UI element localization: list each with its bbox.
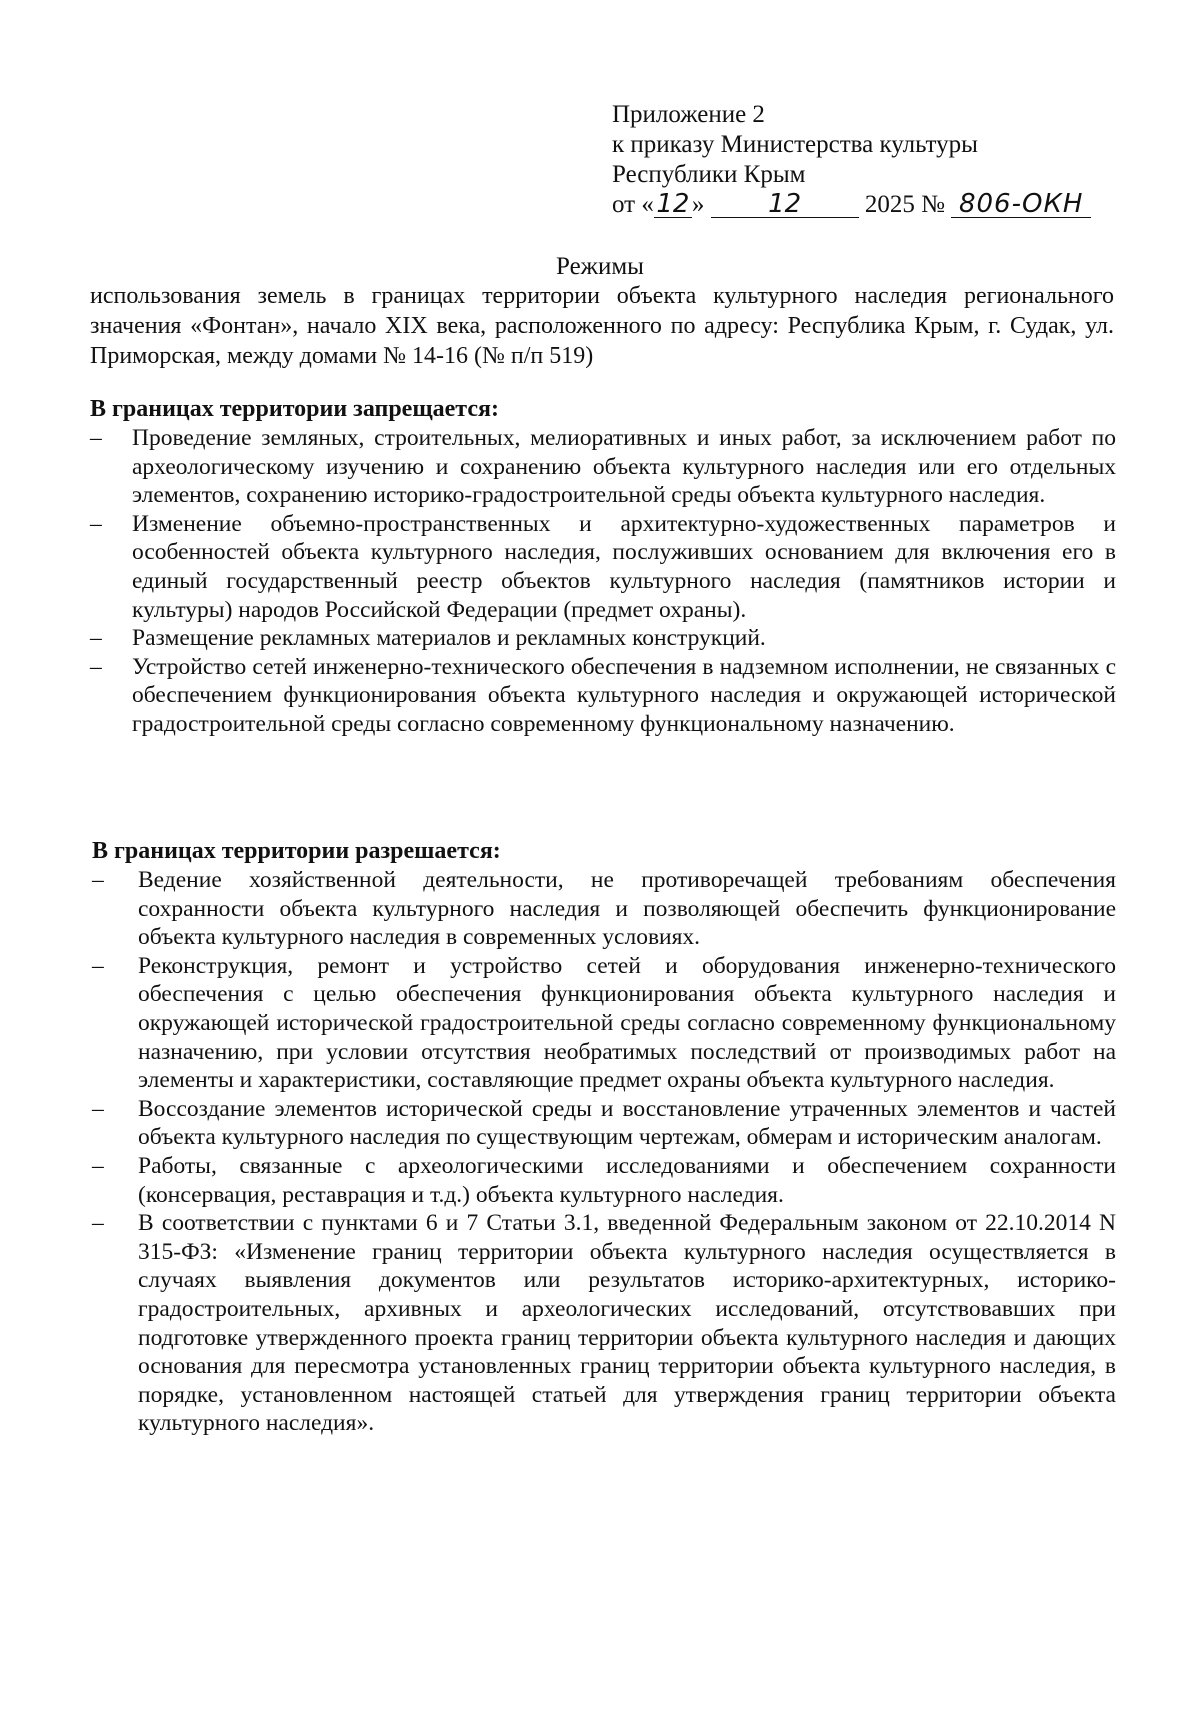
ministry-region: Республики Крым	[612, 161, 806, 188]
list-item: – Ведение хозяйственной деятельности, не противоречащей требованиям обеспечения сохранности объекта культурного наследия и позволяющей обеспечить функционирование объекта культурного наследия в современных условиях.	[92, 866, 1116, 952]
date-year: 2025 №	[864, 191, 945, 218]
list-item: – Воссоздание элементов исторической среды и восстановление утраченных элементов и частей объекта культурного наследия по существующим чертежам, обмерам и историческим аналогам.	[92, 1095, 1116, 1152]
allowed-heading: В границах территории разрешается:	[92, 838, 501, 864]
document-title: Режимы	[556, 253, 644, 280]
list-item: – Устройство сетей инженерно-технического обеспечения в надземном исполнении, не связанных с обеспечением функционирования объекта культурного наследия и окружающей исторической градостроительной среды согласно современному функциональному назначению.	[90, 653, 1116, 739]
handwritten-order-number: 806-ОКН	[951, 191, 1091, 218]
handwritten-month: 12	[711, 191, 859, 218]
allowed-list	[92, 866, 1116, 1438]
date-prefix: от «	[612, 191, 654, 218]
prohibited-list	[90, 424, 1116, 739]
appendix-header	[612, 100, 1132, 220]
list-item: – Размещение рекламных материалов и рекламных конструкций.	[90, 624, 1116, 653]
list-item: – Проведение земляных, строительных, мелиоративных и иных работ, за исключением работ по археологическому изучению и сохранению объекта культурного наследия или его отдельных элементов, сохранению историко-градостроительной среды объекта культурного наследия.	[90, 424, 1116, 510]
list-item: – Работы, связанные с археологическими исследованиями и обеспечением сохранности (консервация, реставрация и т.д.) объекта культурного наследия.	[92, 1152, 1116, 1209]
handwritten-day: 12	[654, 191, 692, 218]
prohibited-heading: В границах территории запрещается:	[90, 396, 499, 422]
list-item: – Изменение объемно-пространственных и архитектурно-художественных параметров и особенностей объекта культурного наследия, послуживших основанием для включения его в единый государственный реестр объектов культурного наследия (памятников истории и культуры) народов Российской Федерации (предмет охраны).	[90, 510, 1116, 624]
date-mid: »	[691, 191, 705, 218]
prohibited-section	[90, 394, 1116, 739]
allowed-section	[92, 836, 1116, 1438]
list-item: – В соответствии с пунктами 6 и 7 Статьи 3.1, введенной Федеральным законом от 22.10.2014 N 315-ФЗ: «Изменение границ территории объекта культурного наследия осуществляется в случаях выявления документов или результатов историко-архитектурных, историко-градостроительных, архивных и археологических исследований, отсутствовавших при подготовке утвержденного проекта границ территории объекта культурного наследия и дающих основания для пересмотра установленных границ территории объекта культурного наследия, в порядке, установленном настоящей статьей для утверждения границ территории объекта культурного наследия».	[92, 1209, 1116, 1438]
appendix-label: Приложение 2	[612, 101, 765, 128]
list-item: – Реконструкция, ремонт и устройство сетей и оборудования инженерно-технического обеспечения с целью обеспечения функционирования объекта культурного наследия и окружающей исторической градостроительной среды согласно современному функциональному назначению, при условии отсутствия необратимых последствий от производимых работ на элементы и характеристики, составляющие предмет охраны объекта культурного наследия.	[92, 952, 1116, 1095]
document-subtitle: использования земель в границах территории объекта культурного наследия регионального значения «Фонтан», начало XIX века, расположенного по адресу: Республика Крым, г. Судак, ул. Приморская, между домами № 14-16 (№ п/п 519)	[90, 283, 1114, 369]
order-date-line	[612, 190, 1132, 220]
order-reference: к приказу Министерства культуры	[612, 131, 978, 158]
